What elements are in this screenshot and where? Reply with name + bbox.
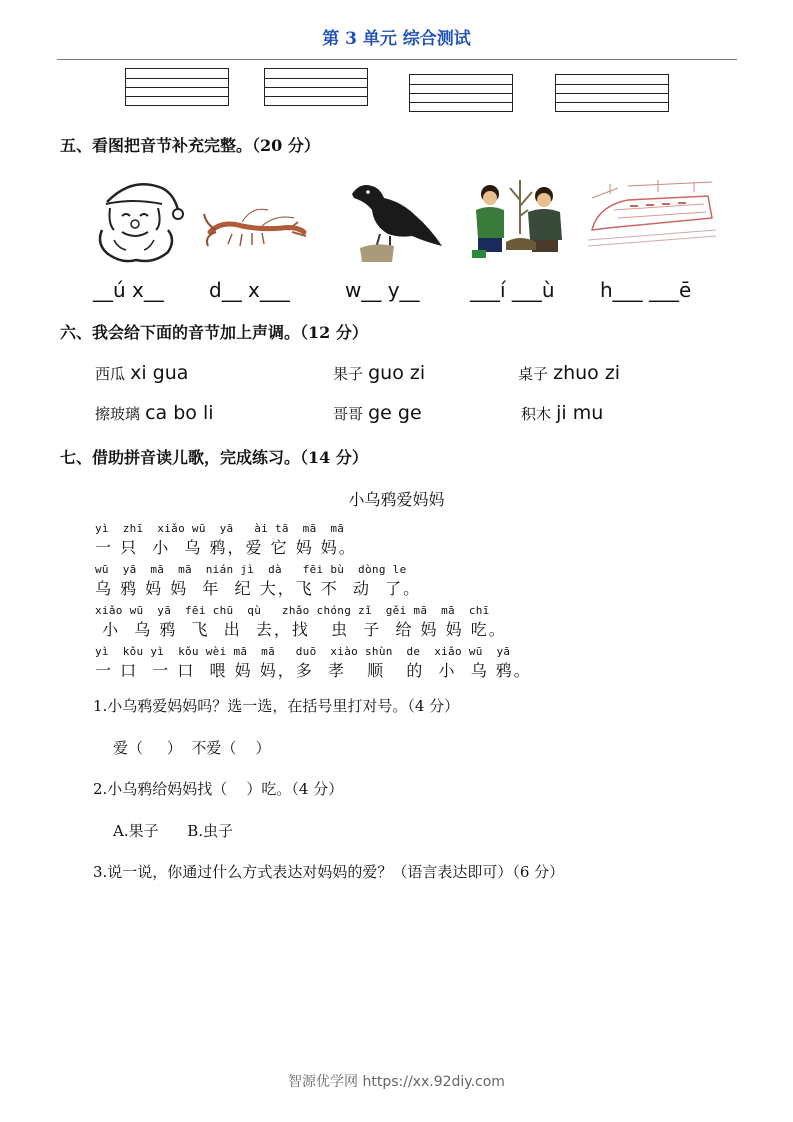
tone-item-word: 积木 <box>521 405 552 423</box>
poem-line-4-pinyin: yì kǒu yì kǒu wèi mā mā duō xiào shùn de xiǎo wū yā <box>95 645 511 658</box>
writing-grid-3[interactable] <box>409 74 513 112</box>
tone-item-word: 擦玻璃 <box>95 405 141 423</box>
tone-item-word: 西瓜 <box>95 365 126 383</box>
question-1: 1.小乌鸦爱妈妈吗？选一选，在括号里打对号。（4 分） <box>93 697 460 715</box>
pinyin-blank-santa[interactable]: __ú x__ <box>93 278 164 302</box>
santa-claus-image <box>92 174 182 264</box>
poem-line-2-text: 乌 鸦 妈 妈 年 纪 大，飞 不 动 了。 <box>95 579 422 598</box>
tone-item-word: 桌子 <box>518 365 549 383</box>
poem-line-1-text: 一 只 小 乌 鸦，爱 它 妈 妈。 <box>95 538 357 557</box>
poem-line-4-text: 一 口 一 口 喂 妈 妈，多 孝 顺 的 小 乌 鸦。 <box>95 661 532 680</box>
pinyin-blank-train[interactable]: h___ ___ē <box>600 278 692 302</box>
question-1-options[interactable]: 爱（ ） 不爱（ ） <box>113 739 271 757</box>
tone-item-pinyin: guo zi <box>368 362 426 384</box>
poem-line-2-pinyin: wū yā mā mā nián jì dà fēi bù dòng le <box>95 563 407 576</box>
pinyin-blank-planting[interactable]: ___í ___ù <box>470 278 555 302</box>
poem-line-1-pinyin: yì zhī xiǎo wū yā ài tā mā mā <box>95 522 345 535</box>
page-title: 第 3 单元 综合测试 <box>322 29 471 49</box>
poem-line-3-text: 小 乌 鸦 飞 出 去，找 虫 子 给 妈 妈 吃。 <box>95 620 507 639</box>
pinyin-blank-crayfish[interactable]: d__ x___ <box>209 278 290 302</box>
tone-item-guozi[interactable] <box>333 362 425 384</box>
tone-item-xigua[interactable] <box>95 362 188 384</box>
tone-item-pinyin: ji mu <box>556 402 604 424</box>
tone-item-jimu[interactable] <box>521 402 603 424</box>
writing-grid-4[interactable] <box>555 74 669 112</box>
poem-title: 小乌鸦爱妈妈 <box>348 490 445 509</box>
writing-grid-2[interactable] <box>264 68 368 106</box>
crow-image <box>346 176 444 262</box>
high-speed-train-image <box>588 178 716 248</box>
writing-grid-1[interactable] <box>125 68 229 106</box>
pinyin-blank-crow[interactable]: w__ y__ <box>345 278 420 302</box>
tone-item-gege[interactable] <box>333 402 422 424</box>
tone-item-pinyin: ge ge <box>368 402 422 424</box>
footer-watermark: 智源优学网 https://xx.92diy.com <box>288 1074 505 1090</box>
children-planting-tree-image <box>466 176 572 260</box>
section-5-title: 五、看图把音节补充完整。（20 分） <box>60 136 320 155</box>
poem-line-3-pinyin: xiǎo wū yā fēi chū qù zhǎo chóng zǐ gěi mā mā chī <box>95 604 490 617</box>
tone-item-pinyin: ca bo li <box>145 402 214 424</box>
section-6-title: 六、我会给下面的音节加上声调。（12 分） <box>60 323 368 342</box>
tone-item-word: 果子 <box>333 365 364 383</box>
question-2[interactable]: 2.小乌鸦给妈妈找（ ）吃。（4 分） <box>93 780 344 798</box>
question-2-options[interactable]: A.果子 B.虫子 <box>113 822 234 840</box>
tone-item-zhuozi[interactable] <box>518 362 620 384</box>
section-7-title: 七、借助拼音读儿歌，完成练习。（14 分） <box>60 448 368 467</box>
tone-item-caboli[interactable] <box>95 402 214 424</box>
crayfish-image <box>202 200 308 252</box>
tone-item-pinyin: zhuo zi <box>553 362 621 384</box>
question-3: 3.说一说，你通过什么方式表达对妈妈的爱？（语言表达即可）（6 分） <box>93 863 565 881</box>
tone-item-pinyin: xi gua <box>130 362 189 384</box>
tone-item-word: 哥哥 <box>333 405 364 423</box>
header-divider <box>57 59 737 60</box>
